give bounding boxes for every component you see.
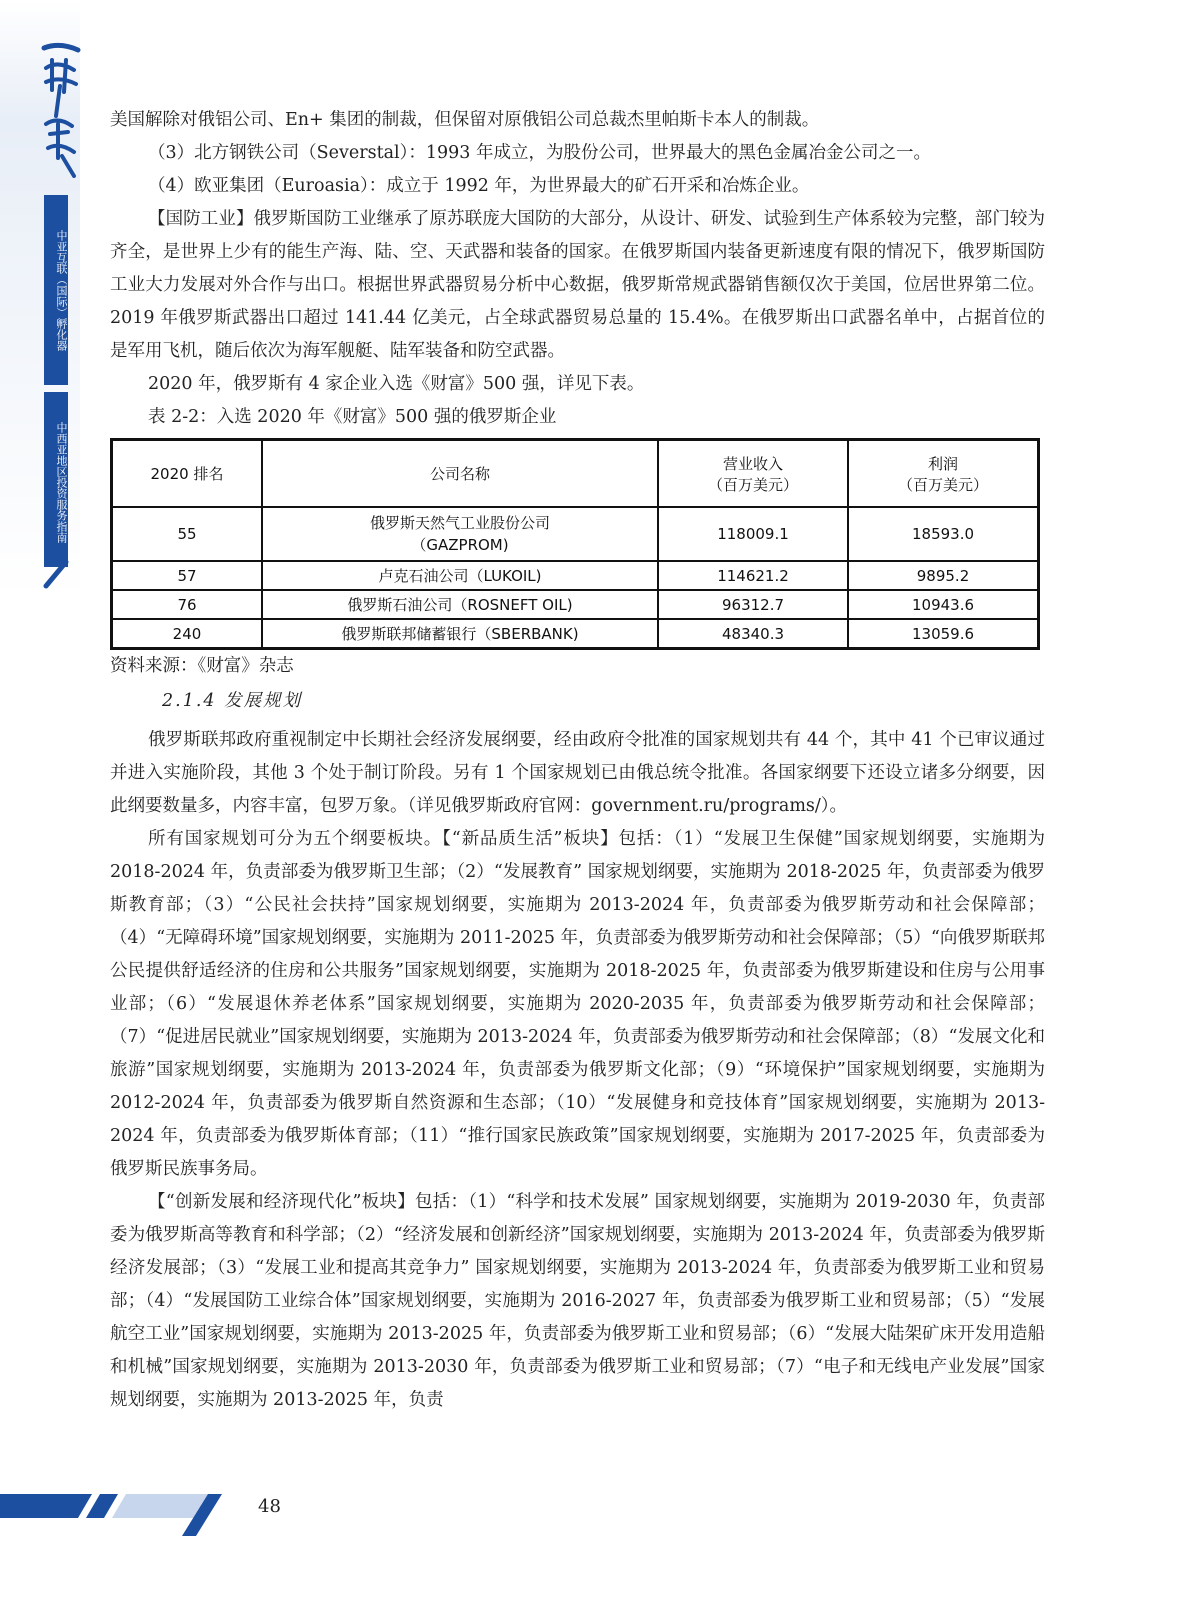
cell-rank: 55 xyxy=(112,507,263,561)
cell-profit: 9895.2 xyxy=(848,561,1039,590)
footer-stripes-icon xyxy=(0,1486,240,1546)
sidebar-label-incubator: 中亚互联（国际）孵化器 xyxy=(55,229,68,351)
cell-profit: 13059.6 xyxy=(848,619,1039,649)
header-revenue-line2: （百万美元） xyxy=(707,475,798,494)
paragraph: （3）北方钢铁公司（Severstal）：1993 年成立，为股份公司，世界最大的黑色金属冶金公司之一。 xyxy=(148,143,931,163)
header-rank: 2020 排名 xyxy=(112,440,263,508)
cell-company-line1: 俄罗斯天然气工业股份公司 xyxy=(369,514,550,532)
paragraph: 【“创新发展和经济现代化”板块】包括：（1）“科学和技术发展” 国家规划纲要，实施期为 2019-2030 年，负责部委为俄罗斯高等教育和科学部；（2）“经济发展和创新经济”国家规划纲要，实施期为 2013-2024 年，负责部委为俄罗斯经济发展部；（3）“发展工业和提高其竞争力” 国家规划纲要，实施期为 2013-2024 年，负责部委为俄罗斯工业和贸易部；（4）“发展国防工业综合体”国家规划纲要，实施期为 2016-2027 年，负责部委为俄罗斯工业和贸易部；（5）“发展航空工业”国家规划纲要，实施期为 2013-2025 年，负责部委为俄罗斯工业和贸易部；（6）“发展大陆架矿床开发用造船和机械”国家规划纲要，实施期为 2013-2030 年，负责部委为俄罗斯工业和贸易部；（7）“电子和无线电产业发展”国家规划纲要，实施期为 2013-2025 年，负责 xyxy=(110,1192,1045,1410)
page-number: 48 xyxy=(258,1496,281,1517)
header-profit-line2: （百万美元） xyxy=(897,475,988,494)
section-title: 2.1.4 发展规划 xyxy=(162,691,303,711)
page-content xyxy=(110,104,1045,1417)
cell-revenue: 114621.2 xyxy=(658,561,848,590)
table-source: 资料来源：《财富》杂志 xyxy=(110,656,294,676)
cell-revenue: 118009.1 xyxy=(658,507,848,561)
cell-company-line2: （GAZPROM) xyxy=(411,536,509,554)
sidebar-strip xyxy=(0,0,80,600)
cell-rank: 240 xyxy=(112,619,263,649)
header-profit xyxy=(848,440,1039,508)
table-row xyxy=(112,561,1039,590)
table-caption: 表 2-2：入选 2020 年《财富》500 强的俄罗斯企业 xyxy=(148,407,557,427)
sidebar-slash-icon xyxy=(40,560,70,590)
header-company: 公司名称 xyxy=(262,440,658,508)
paragraph: 美国解除对俄铝公司、En+ 集团的制裁，但保留对原俄铝公司总裁杰里帕斯卡本人的制裁。 xyxy=(110,110,820,130)
header-profit-line1: 利润 xyxy=(927,454,958,473)
table-header-row xyxy=(112,440,1039,508)
paragraph-defense-industry: 【国防工业】俄罗斯国防工业继承了原苏联庞大国防的大部分，从设计、研发、试验到生产体系较为完整，部门较为齐全，是世界上少有的能生产海、陆、空、天武器和装备的国家。在俄罗斯国内装备更新速度有限的情况下，俄罗斯国防工业大力发展对外合作与出口。根据世界武器贸易分析中心数据，俄罗斯常规武器销售额仅次于美国，位居世界第二位。2019 年俄罗斯武器出口超过 141.44 亿美元，占全球武器贸易总量的 15.4%。在俄罗斯出口武器名单中，占据首位的是军用飞机，随后依次为海军舰艇、陆军装备和防空武器。 xyxy=(110,209,1045,361)
cell-profit: 10943.6 xyxy=(848,590,1039,619)
table-row xyxy=(112,507,1039,561)
paragraph: 俄罗斯联邦政府重视制定中长期社会经济发展纲要，经由政府令批准的国家规划共有 44 个，其中 41 个已审议通过并进入实施阶段，其他 3 个处于制订阶段。另有 1 个国家规划已由俄总统令批准。各国家纲要下还设立诸多分纲要，因此纲要数量多，内容丰富，包罗万象。（详见俄罗斯政府官网：government.ru/programs/）。 xyxy=(110,730,1045,816)
cell-rank: 76 xyxy=(112,590,263,619)
paragraph: 所有国家规划可分为五个纲要板块。【“新品质生活”板块】包括：（1）“发展卫生保健”国家规划纲要，实施期为 2018-2024 年，负责部委为俄罗斯卫生部；（2）“发展教育” 国家规划纲要，实施期为 2018-2025 年，负责部委为俄罗斯教育部；（3）“公民社会扶持”国家规划纲要，实施期为 2013-2024 年，负责部委为俄罗斯劳动和社会保障部；（4）“无障碍环境”国家规划纲要，实施期为 2011-2025 年，负责部委为俄罗斯劳动和社会保障部；（5）“向俄罗斯联邦公民提供舒适经济的住房和公共服务”国家规划纲要，实施期为 2018-2025 年，负责部委为俄罗斯建设和住房与公用事业部；（6）“发展退休养老体系”国家规划纲要，实施期为 2020-2035 年，负责部委为俄罗斯劳动和社会保障部；（7）“促进居民就业”国家规划纲要，实施期为 2013-2024 年，负责部委为俄罗斯劳动和社会保障部；（8）“发展文化和旅游”国家规划纲要，实施期为 2013-2024 年，负责部委为俄罗斯文化部；（9）“环境保护”国家规划纲要，实施期为 2012-2024 年，负责部委为俄罗斯自然资源和生态部；（10）“发展健身和竞技体育”国家规划纲要，实施期为 2013-2024 年，负责部委为俄罗斯体育部；（11）“推行国家民族政策”国家规划纲要，实施期为 2017-2025 年，负责部委为俄罗斯民族事务局。 xyxy=(110,829,1045,1179)
header-revenue xyxy=(658,440,848,508)
cell-revenue: 96312.7 xyxy=(658,590,848,619)
header-revenue-line1: 营业收入 xyxy=(722,454,783,473)
cell-revenue: 48340.3 xyxy=(658,619,848,649)
cell-company: 卢克石油公司（LUKOIL) xyxy=(262,561,658,590)
table-row xyxy=(112,590,1039,619)
paragraph: 2020 年，俄罗斯有 4 家企业入选《财富》500 强，详见下表。 xyxy=(148,374,645,394)
cell-company: 俄罗斯石油公司（ROSNEFT OIL) xyxy=(262,590,658,619)
cell-company: 俄罗斯联邦储蓄银行（SBERBANK) xyxy=(262,619,658,649)
belt-road-logo xyxy=(38,38,82,178)
fortune-500-table xyxy=(110,438,1040,650)
table-row xyxy=(112,619,1039,649)
cell-rank: 57 xyxy=(112,561,263,590)
cell-profit: 18593.0 xyxy=(848,507,1039,561)
cell-company xyxy=(262,507,658,561)
sidebar-label-guide: 中西亚地区投资服务指南 xyxy=(55,421,68,543)
paragraph: （4）欧亚集团（Euroasia）：成立于 1992 年，为世界最大的矿石开采和冶炼企业。 xyxy=(148,176,810,196)
